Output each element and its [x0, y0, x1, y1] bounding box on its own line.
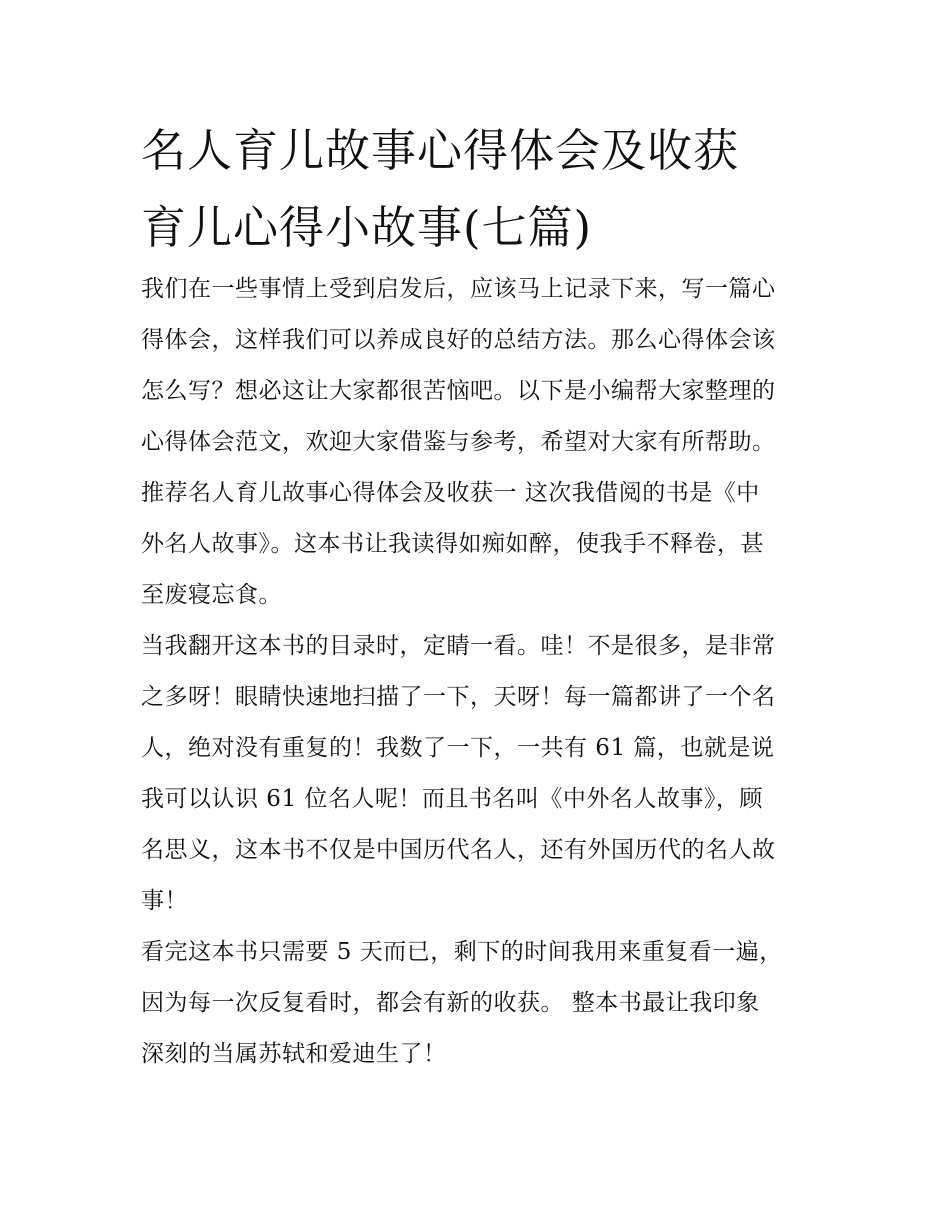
- document-title: [141, 112, 813, 266]
- text-line: 之多呀！眼睛快速地扫描了一下，天呀！每一篇都讲了一个名: [141, 684, 776, 710]
- text-line: 至废寝忘食。: [141, 582, 282, 608]
- text-line: 得体会，这样我们可以养成良好的总结方法。那么心得体会该: [141, 327, 776, 353]
- text-line: 怎么写？想必这让大家都很苦恼吧。以下是小编帮大家整理的: [141, 378, 776, 404]
- text-line: 外名人故事》。这本书让我读得如痴如醉，使我手不释卷，甚: [141, 531, 764, 557]
- text-line: 看完这本书只需要 5 天而已，剩下的时间我用来重复看一遍，: [141, 939, 783, 965]
- document-body: [141, 264, 813, 1080]
- text-line: 当我翻开这本书的目录时，定睛一看。哇！不是很多，是非常: [141, 633, 776, 659]
- paragraph-intro: [141, 264, 813, 468]
- text-line: 我们在一些事情上受到启发后，应该马上记录下来，写一篇心: [141, 276, 776, 302]
- text-line: 因为每一次反复看时，都会有新的收获。 整本书最让我印象: [141, 990, 760, 1016]
- paragraph-recommendation: [141, 468, 813, 621]
- title-line: 名人育儿故事心得体会及收获: [141, 124, 740, 177]
- text-line: 名思义，这本书不仅是中国历代名人，还有外国历代的名人故: [141, 837, 776, 863]
- document-content: [141, 112, 813, 1080]
- text-line: 事！: [141, 888, 188, 914]
- text-line: 人，绝对没有重复的！我数了一下，一共有 61 篇，也就是说: [141, 735, 775, 761]
- text-line: 深刻的当属苏轼和爱迪生了！: [141, 1041, 447, 1067]
- paragraph-table-of-contents: [141, 621, 813, 927]
- text-line: 心得体会范文，欢迎大家借鉴与参考，希望对大家有所帮助。: [141, 429, 776, 455]
- text-line: 推荐名人育儿故事心得体会及收获一 这次我借阅的书是《中: [141, 480, 760, 506]
- text-line: 我可以认识 61 位名人呢！而且书名叫《中外名人故事》，顾: [141, 786, 763, 812]
- paragraph-reading: [141, 927, 813, 1080]
- title-line: 育儿心得小故事(七篇): [141, 201, 593, 254]
